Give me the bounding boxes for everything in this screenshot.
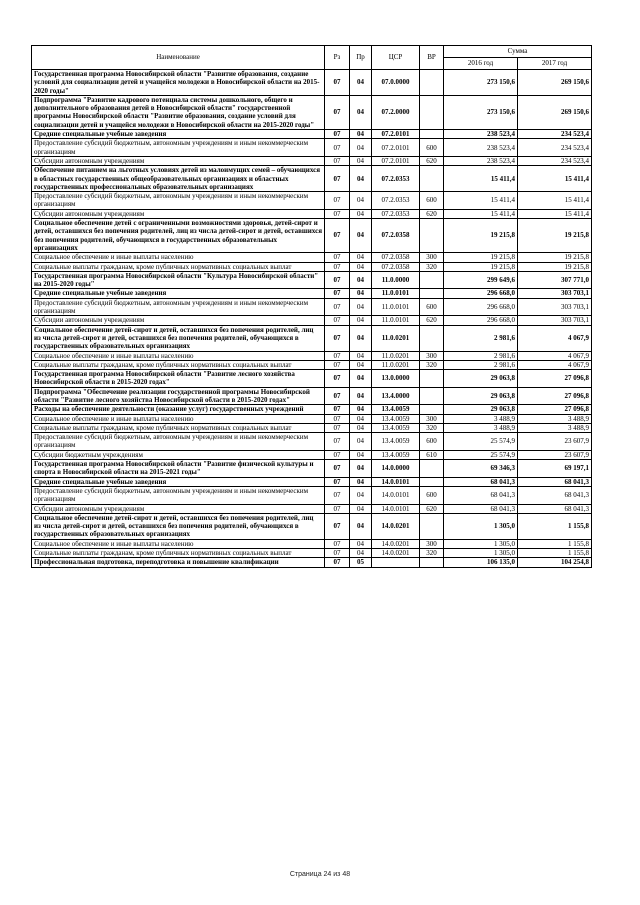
cell-name: Субсидии бюджетным учреждениям (32, 450, 325, 459)
cell-y2016: 19 215,8 (444, 253, 518, 262)
cell-vr: 600 (420, 139, 444, 157)
cell-csr: 14.0.0201 (372, 549, 420, 558)
cell-name: Предоставление субсидий бюджетным, автономным учреждениям и иным некоммерческим организациям (32, 298, 325, 316)
cell-vr (420, 477, 444, 486)
cell-pr: 04 (350, 209, 372, 218)
cell-rz: 07 (325, 271, 350, 289)
cell-csr: 13.4.0059 (372, 433, 420, 451)
cell-rz: 07 (325, 209, 350, 218)
cell-name: Субсидии автономным учреждениям (32, 316, 325, 325)
cell-y2017: 69 197,1 (518, 460, 592, 478)
cell-vr: 620 (420, 156, 444, 165)
cell-pr: 04 (350, 70, 372, 96)
cell-y2016: 69 346,3 (444, 460, 518, 478)
cell-y2017: 234 523,4 (518, 130, 592, 139)
cell-csr: 11.0.0101 (372, 298, 420, 316)
cell-y2017: 307 771,0 (518, 271, 592, 289)
cell-name: Предоставление субсидий бюджетным, автономным учреждениям и иным некоммерческим организациям (32, 139, 325, 157)
cell-rz: 07 (325, 387, 350, 405)
cell-vr (420, 166, 444, 192)
table-body (32, 70, 592, 568)
cell-y2016: 238 523,4 (444, 139, 518, 157)
cell-y2016: 1 305,0 (444, 513, 518, 539)
cell-rz: 07 (325, 219, 350, 253)
table-row (32, 558, 592, 567)
cell-pr: 04 (350, 289, 372, 298)
cell-name: Государственная программа Новосибирской области "Развитие лесного хозяйства Новосибирской области в 2015-2020 годах" (32, 370, 325, 388)
cell-y2017: 3 488,9 (518, 423, 592, 432)
cell-y2017: 234 523,4 (518, 156, 592, 165)
cell-csr: 07.2.0101 (372, 139, 420, 157)
cell-name: Социальные выплаты гражданам, кроме публичных нормативных социальных выплат (32, 262, 325, 271)
cell-csr: 07.2.0358 (372, 219, 420, 253)
cell-y2016: 3 488,9 (444, 414, 518, 423)
cell-rz: 07 (325, 253, 350, 262)
cell-pr: 04 (350, 423, 372, 432)
cell-name: Социальные выплаты гражданам, кроме публичных нормативных социальных выплат (32, 549, 325, 558)
table-row (32, 450, 592, 459)
cell-name: Предоставление субсидий бюджетным, автономным учреждениям и иным некоммерческим организациям (32, 486, 325, 504)
cell-name: Социальное обеспечение детей с ограниченными возможностями здоровья, детей-сирот и детей, оставшихся без попечения родителей, лиц из числа детей-сирот и детей, оставшихся без попечения родителей, обучающихся в государственных образовательных организациях (32, 219, 325, 253)
table-row (32, 387, 592, 405)
table-row (32, 486, 592, 504)
cell-name: Средние специальные учебные заведения (32, 289, 325, 298)
table-row (32, 298, 592, 316)
cell-y2016: 296 668,0 (444, 289, 518, 298)
cell-pr: 04 (350, 477, 372, 486)
cell-pr: 04 (350, 405, 372, 414)
cell-y2017: 19 215,8 (518, 262, 592, 271)
cell-y2017: 15 411,4 (518, 192, 592, 210)
cell-pr: 04 (350, 450, 372, 459)
cell-pr: 05 (350, 558, 372, 567)
cell-rz: 07 (325, 166, 350, 192)
cell-y2017: 1 155,8 (518, 513, 592, 539)
cell-csr: 07.2.0101 (372, 156, 420, 165)
cell-pr: 04 (350, 513, 372, 539)
cell-rz: 07 (325, 558, 350, 567)
table-row (32, 351, 592, 360)
cell-y2016: 2 981,6 (444, 360, 518, 369)
cell-vr: 320 (420, 360, 444, 369)
cell-vr (420, 405, 444, 414)
cell-rz: 07 (325, 405, 350, 414)
cell-pr: 04 (350, 271, 372, 289)
cell-pr: 04 (350, 414, 372, 423)
cell-rz: 07 (325, 130, 350, 139)
cell-csr: 07.2.0000 (372, 95, 420, 129)
cell-vr (420, 513, 444, 539)
cell-y2016: 299 649,6 (444, 271, 518, 289)
cell-csr: 13.4.0059 (372, 450, 420, 459)
cell-pr: 04 (350, 253, 372, 262)
cell-y2017: 27 096,8 (518, 370, 592, 388)
cell-y2016: 3 488,9 (444, 423, 518, 432)
cell-rz: 07 (325, 156, 350, 165)
table-row (32, 405, 592, 414)
cell-name: Субсидии автономным учреждениям (32, 504, 325, 513)
cell-y2016: 2 981,6 (444, 325, 518, 351)
cell-name: Обеспечение питанием на льготных условиях детей из малоимущих семей – обучающихся в областных государственных общеобразовательных организациях и областных государственных профессиональных образовательных организациях (32, 166, 325, 192)
cell-y2017: 4 067,9 (518, 325, 592, 351)
cell-name: Социальное обеспечение и иные выплаты населению (32, 539, 325, 548)
cell-y2016: 238 523,4 (444, 130, 518, 139)
cell-name: Социальное обеспечение детей-сирот и детей, оставшихся без попечения родителей, лиц из числа детей-сирот и детей, оставшихся без попечения родителей, обучающихся в государственных образовательных организациях (32, 325, 325, 351)
cell-rz: 07 (325, 139, 350, 157)
cell-y2016: 29 063,8 (444, 387, 518, 405)
cell-vr (420, 325, 444, 351)
cell-vr: 320 (420, 549, 444, 558)
cell-name: Подпрограмма "Развитие кадрового потенциала системы дошкольного, общего и дополнительного образования детей в Новосибирской области" государственной программы Новосибирской области "Развитие образования, создание условий для социализации детей и учащейся молодежи в Новосибирской области на 2015-2020 годы" (32, 95, 325, 129)
cell-name: Государственная программа Новосибирской области "Культура Новосибирской области" на 2015-2020 годы" (32, 271, 325, 289)
cell-rz: 07 (325, 433, 350, 451)
table-row (32, 414, 592, 423)
header-vr: ВР (420, 46, 444, 70)
table-row (32, 504, 592, 513)
cell-vr: 300 (420, 539, 444, 548)
cell-y2017: 269 150,6 (518, 70, 592, 96)
cell-y2016: 296 668,0 (444, 298, 518, 316)
cell-y2016: 273 150,6 (444, 70, 518, 96)
cell-vr (420, 387, 444, 405)
cell-y2017: 27 096,8 (518, 387, 592, 405)
cell-csr: 07.2.0353 (372, 166, 420, 192)
cell-y2017: 68 041,3 (518, 504, 592, 513)
cell-y2017: 4 067,9 (518, 360, 592, 369)
cell-y2016: 273 150,6 (444, 95, 518, 129)
cell-vr (420, 130, 444, 139)
cell-name: Субсидии автономным учреждениям (32, 156, 325, 165)
cell-pr: 04 (350, 433, 372, 451)
cell-y2017: 1 155,8 (518, 549, 592, 558)
cell-csr: 14.0.0101 (372, 486, 420, 504)
table-row (32, 271, 592, 289)
cell-name: Социальное обеспечение и иные выплаты населению (32, 253, 325, 262)
cell-y2017: 1 155,8 (518, 539, 592, 548)
cell-vr: 620 (420, 209, 444, 218)
cell-vr (420, 95, 444, 129)
cell-csr: 07.0.0000 (372, 70, 420, 96)
cell-rz: 07 (325, 262, 350, 271)
cell-y2017: 3 488,9 (518, 414, 592, 423)
cell-y2017: 23 607,9 (518, 433, 592, 451)
cell-rz: 07 (325, 486, 350, 504)
cell-vr (420, 219, 444, 253)
cell-rz: 07 (325, 360, 350, 369)
cell-name: Государственная программа Новосибирской области "Развитие образования, создание условий для социализации детей и учащейся молодежи в Новосибирской области на 2015-2020 годы" (32, 70, 325, 96)
cell-name: Предоставление субсидий бюджетным, автономным учреждениям и иным некоммерческим организациям (32, 192, 325, 210)
cell-csr: 11.0.0201 (372, 325, 420, 351)
table-row (32, 70, 592, 96)
cell-vr (420, 271, 444, 289)
cell-y2016: 2 981,6 (444, 351, 518, 360)
cell-name: Средние специальные учебные заведения (32, 477, 325, 486)
table-row (32, 95, 592, 129)
cell-vr (420, 558, 444, 567)
cell-rz: 07 (325, 289, 350, 298)
cell-y2016: 1 305,0 (444, 539, 518, 548)
cell-csr: 13.4.0059 (372, 414, 420, 423)
cell-name: Субсидии автономным учреждениям (32, 209, 325, 218)
cell-rz: 07 (325, 316, 350, 325)
cell-vr: 300 (420, 253, 444, 262)
table-row (32, 253, 592, 262)
cell-pr: 04 (350, 130, 372, 139)
header-csr: ЦСР (372, 46, 420, 70)
cell-pr: 04 (350, 549, 372, 558)
table-row (32, 209, 592, 218)
cell-vr (420, 460, 444, 478)
table-row (32, 156, 592, 165)
cell-rz: 07 (325, 477, 350, 486)
header-2017: 2017 год (518, 58, 592, 70)
cell-vr: 300 (420, 351, 444, 360)
table-row (32, 477, 592, 486)
cell-rz: 07 (325, 325, 350, 351)
cell-pr: 04 (350, 166, 372, 192)
table-row (32, 139, 592, 157)
cell-csr: 11.0.0101 (372, 289, 420, 298)
cell-y2016: 68 041,3 (444, 504, 518, 513)
cell-csr: 13.4.0059 (372, 405, 420, 414)
cell-pr: 04 (350, 539, 372, 548)
cell-y2016: 106 135,0 (444, 558, 518, 567)
cell-y2017: 27 096,8 (518, 405, 592, 414)
cell-pr: 04 (350, 351, 372, 360)
cell-rz: 07 (325, 423, 350, 432)
budget-table (31, 45, 592, 568)
cell-pr: 04 (350, 139, 372, 157)
cell-y2017: 15 411,4 (518, 166, 592, 192)
cell-pr: 04 (350, 325, 372, 351)
table-row (32, 513, 592, 539)
cell-pr: 04 (350, 156, 372, 165)
cell-y2017: 68 041,3 (518, 486, 592, 504)
table-row (32, 166, 592, 192)
cell-y2016: 29 063,8 (444, 370, 518, 388)
cell-rz: 07 (325, 70, 350, 96)
cell-y2016: 25 574,9 (444, 450, 518, 459)
cell-y2016: 15 411,4 (444, 166, 518, 192)
cell-rz: 07 (325, 351, 350, 360)
cell-y2016: 29 063,8 (444, 405, 518, 414)
cell-pr: 04 (350, 504, 372, 513)
cell-csr: 11.0.0000 (372, 271, 420, 289)
cell-csr: 14.0.0101 (372, 477, 420, 486)
cell-csr: 07.2.0358 (372, 253, 420, 262)
cell-pr: 04 (350, 192, 372, 210)
table-row (32, 316, 592, 325)
table-row (32, 433, 592, 451)
cell-vr: 320 (420, 423, 444, 432)
cell-csr: 07.2.0101 (372, 130, 420, 139)
cell-name: Социальные выплаты гражданам, кроме публичных нормативных социальных выплат (32, 423, 325, 432)
cell-y2016: 19 215,8 (444, 262, 518, 271)
cell-vr (420, 289, 444, 298)
cell-name: Профессиональная подготовка, переподготовка и повышение квалификации (32, 558, 325, 567)
cell-y2017: 19 215,8 (518, 219, 592, 253)
cell-vr: 600 (420, 298, 444, 316)
cell-y2017: 4 067,9 (518, 351, 592, 360)
cell-rz: 07 (325, 539, 350, 548)
cell-name: Социальное обеспечение и иные выплаты населению (32, 414, 325, 423)
cell-rz: 07 (325, 192, 350, 210)
table-row (32, 370, 592, 388)
cell-vr: 610 (420, 450, 444, 459)
table-row (32, 325, 592, 351)
cell-rz: 07 (325, 414, 350, 423)
header-pr: Пр (350, 46, 372, 70)
cell-vr: 600 (420, 486, 444, 504)
cell-y2016: 19 215,8 (444, 219, 518, 253)
cell-y2016: 238 523,4 (444, 156, 518, 165)
cell-y2016: 68 041,3 (444, 477, 518, 486)
cell-name: Государственная программа Новосибирской области "Развитие физической культуры и спорта в Новосибирской области на 2015-2021 годы" (32, 460, 325, 478)
cell-csr: 07.2.0353 (372, 192, 420, 210)
cell-y2017: 104 254,8 (518, 558, 592, 567)
cell-csr: 13.4.0059 (372, 423, 420, 432)
cell-y2016: 25 574,9 (444, 433, 518, 451)
cell-csr: 14.0.0101 (372, 504, 420, 513)
cell-vr: 300 (420, 414, 444, 423)
cell-y2016: 296 668,0 (444, 316, 518, 325)
cell-vr: 600 (420, 192, 444, 210)
cell-y2017: 68 041,3 (518, 477, 592, 486)
cell-y2017: 23 607,9 (518, 450, 592, 459)
cell-csr: 14.0.0000 (372, 460, 420, 478)
cell-csr: 14.0.0201 (372, 539, 420, 548)
cell-pr: 04 (350, 370, 372, 388)
table-row (32, 192, 592, 210)
cell-name: Расходы на обеспечение деятельности (оказание услуг) государственных учреждений (32, 405, 325, 414)
cell-y2017: 269 150,6 (518, 95, 592, 129)
cell-csr: 11.0.0201 (372, 360, 420, 369)
cell-pr: 04 (350, 298, 372, 316)
header-rz: Рз (325, 46, 350, 70)
cell-y2017: 303 703,1 (518, 289, 592, 298)
cell-rz: 07 (325, 513, 350, 539)
cell-vr: 620 (420, 504, 444, 513)
cell-name: Социальное обеспечение и иные выплаты населению (32, 351, 325, 360)
cell-csr: 14.0.0201 (372, 513, 420, 539)
table-row (32, 219, 592, 253)
cell-y2017: 303 703,1 (518, 316, 592, 325)
cell-rz: 07 (325, 370, 350, 388)
cell-y2016: 15 411,4 (444, 192, 518, 210)
cell-vr: 600 (420, 433, 444, 451)
cell-csr: 07.2.0353 (372, 209, 420, 218)
cell-y2017: 303 703,1 (518, 298, 592, 316)
table-row (32, 130, 592, 139)
cell-y2017: 19 215,8 (518, 253, 592, 262)
cell-rz: 07 (325, 95, 350, 129)
table-row (32, 423, 592, 432)
cell-vr (420, 70, 444, 96)
cell-name: Подпрограмма "Обеспечение реализации государственной программы Новосибирской области "Развитие лесного хозяйства Новосибирской области в 2015-2020 годах" (32, 387, 325, 405)
header-sum: Сумма (444, 46, 592, 58)
table-row (32, 360, 592, 369)
cell-csr: 11.0.0201 (372, 351, 420, 360)
cell-pr: 04 (350, 460, 372, 478)
cell-rz: 07 (325, 504, 350, 513)
cell-pr: 04 (350, 486, 372, 504)
cell-name: Средние специальные учебные заведения (32, 130, 325, 139)
cell-rz: 07 (325, 549, 350, 558)
table-row (32, 289, 592, 298)
cell-y2016: 68 041,3 (444, 486, 518, 504)
cell-y2017: 15 411,4 (518, 209, 592, 218)
table-header (32, 46, 592, 70)
cell-y2017: 234 523,4 (518, 139, 592, 157)
cell-rz: 07 (325, 298, 350, 316)
cell-y2016: 1 305,0 (444, 549, 518, 558)
table-row (32, 460, 592, 478)
cell-name: Социальное обеспечение детей-сирот и детей, оставшихся без попечения родителей, лиц из числа детей-сирот и детей, оставшихся без попечения родителей, обучающихся в государственных образовательных организациях (32, 513, 325, 539)
cell-pr: 04 (350, 262, 372, 271)
cell-y2016: 15 411,4 (444, 209, 518, 218)
cell-csr: 13.4.0000 (372, 387, 420, 405)
table-row (32, 262, 592, 271)
cell-vr: 320 (420, 262, 444, 271)
cell-pr: 04 (350, 95, 372, 129)
header-2016: 2016 год (444, 58, 518, 70)
cell-csr (372, 558, 420, 567)
cell-rz: 07 (325, 450, 350, 459)
header-name: Наименование (32, 46, 325, 70)
cell-csr: 11.0.0101 (372, 316, 420, 325)
cell-name: Социальные выплаты гражданам, кроме публичных нормативных социальных выплат (32, 360, 325, 369)
page-number: Страница 24 из 48 (289, 871, 351, 878)
table-row (32, 539, 592, 548)
cell-pr: 04 (350, 387, 372, 405)
cell-pr: 04 (350, 316, 372, 325)
cell-rz: 07 (325, 460, 350, 478)
cell-csr: 13.0.0000 (372, 370, 420, 388)
cell-vr: 620 (420, 316, 444, 325)
cell-pr: 04 (350, 219, 372, 253)
table-row (32, 549, 592, 558)
cell-csr: 07.2.0358 (372, 262, 420, 271)
cell-name: Предоставление субсидий бюджетным, автономным учреждениям и иным некоммерческим организациям (32, 433, 325, 451)
cell-vr (420, 370, 444, 388)
cell-pr: 04 (350, 360, 372, 369)
